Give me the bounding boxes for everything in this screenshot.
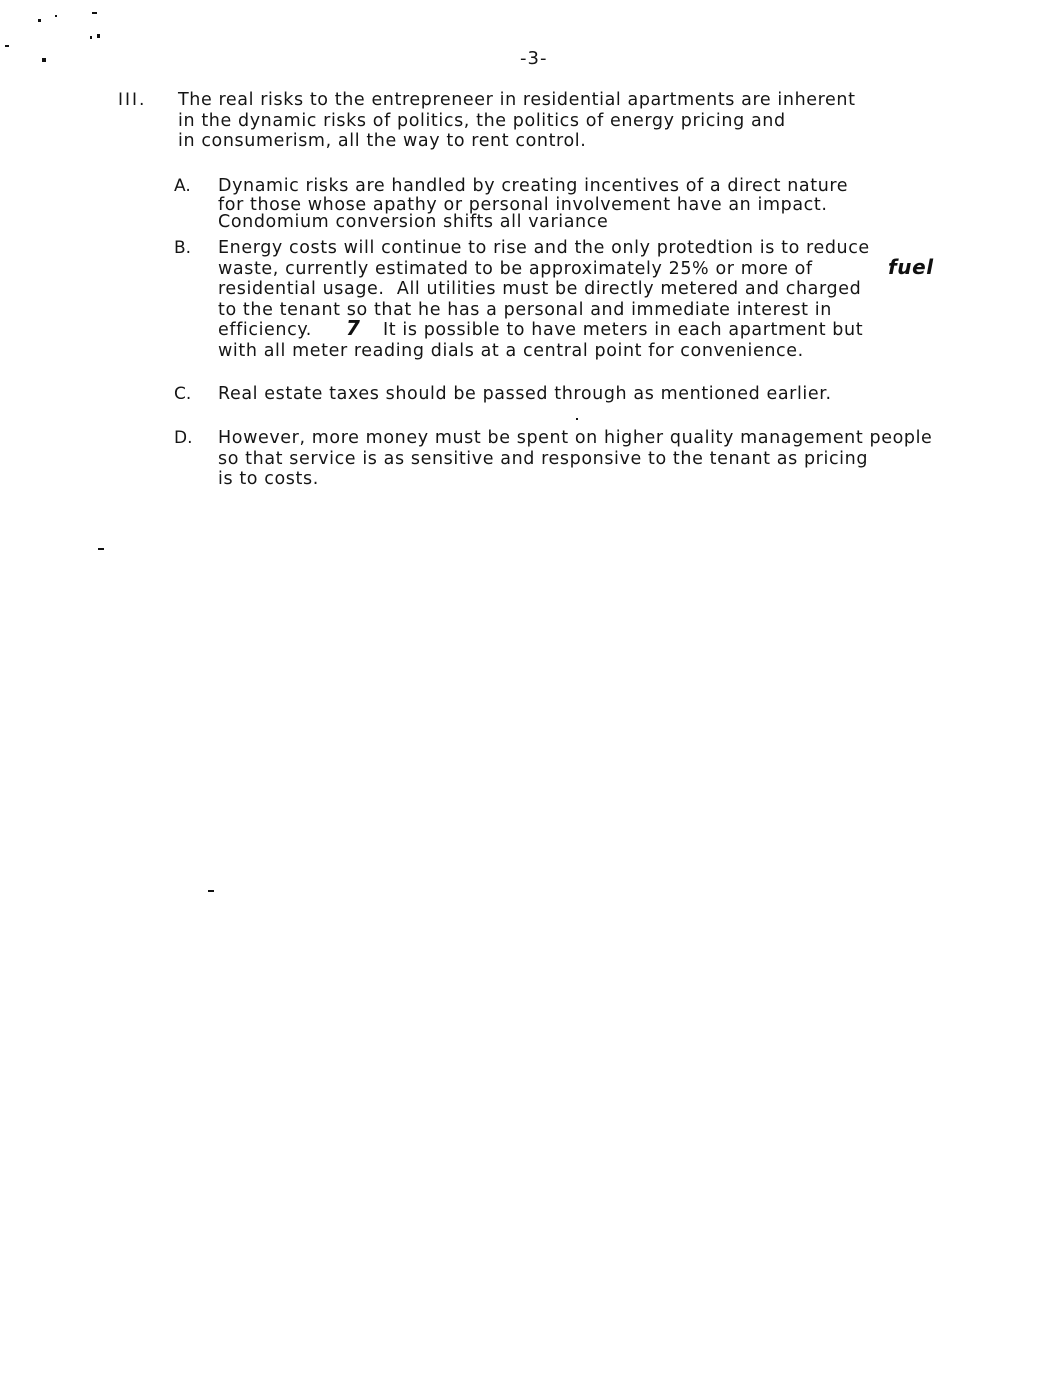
intro-line: in consumerism, all the way to rent control. xyxy=(178,131,587,151)
intro-line: The real risks to the entrepreneer in residential apartments are inherent xyxy=(178,90,856,110)
item-line-composite xyxy=(218,316,870,341)
item-text xyxy=(218,176,848,231)
item-line: for those whose apathy or personal involvement have an impact. xyxy=(218,194,828,215)
item-line: However, more money must be spent on higher quality management people xyxy=(218,428,933,448)
item-line: Real estate taxes should be passed through as mentioned earlier. xyxy=(218,384,832,404)
handwritten-correction: fuel xyxy=(888,254,934,279)
item-line: so that service is as sensitive and responsive to the tenant as pricing xyxy=(218,448,869,469)
item-letter: C. xyxy=(174,384,192,404)
item-line: is to costs. xyxy=(218,469,319,489)
item-line: waste, currently estimated to be approximately 25% or more of xyxy=(218,258,813,279)
item-letter: B. xyxy=(174,238,192,258)
item-line: It is possible to have meters in each apartment but xyxy=(383,320,864,340)
item-line-with-correction xyxy=(218,254,934,280)
item-letter: A. xyxy=(174,176,191,196)
page-number: -3- xyxy=(520,48,548,69)
item-text xyxy=(218,428,932,490)
section-intro xyxy=(178,90,856,152)
item-line: to the tenant so that he has a personal and immediate interest in xyxy=(218,299,832,320)
handwritten-mark: 7 xyxy=(346,316,361,340)
item-line: Energy costs will continue to rise and the only protedtion is to reduce xyxy=(218,238,870,258)
section-numeral: III. xyxy=(118,90,147,110)
item-text xyxy=(218,384,832,405)
item-text xyxy=(218,238,934,361)
intro-line: in the dynamic risks of politics, the politics of energy pricing and xyxy=(178,110,786,131)
item-line: Dynamic risks are handled by creating incentives of a direct nature xyxy=(218,176,849,196)
item-line: residential usage. All utilities must be directly metered and charged xyxy=(218,279,862,299)
item-letter: D. xyxy=(174,428,193,448)
item-line: Condomium conversion shifts all variance xyxy=(218,211,609,232)
item-line: with all meter reading dials at a central point for convenience. xyxy=(218,340,804,361)
item-line: efficiency. xyxy=(218,320,312,340)
